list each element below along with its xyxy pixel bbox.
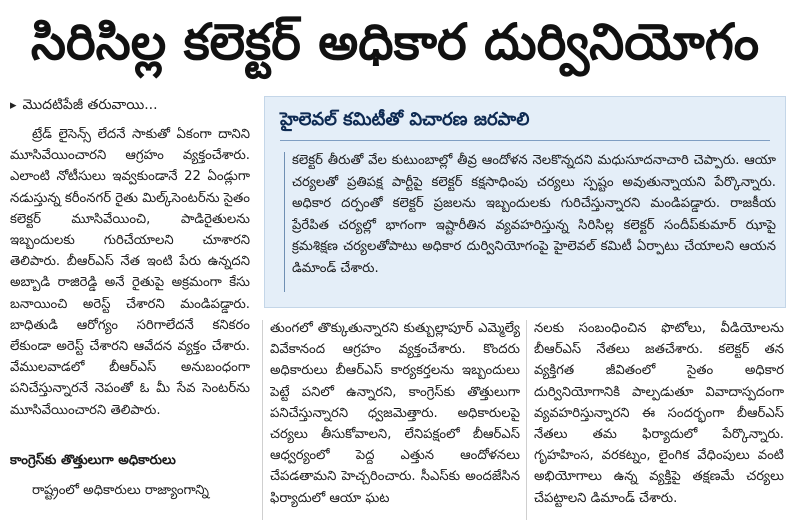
box-title: హైలెవల్ కమిటీతో విచారణ జరపాలి <box>280 109 530 130</box>
article-column-1-continued: రాష్ట్రంలో అధికారులు రాజ్యాంగాన్ని <box>32 483 209 498</box>
paragraph: తుంగలో తొక్కుతున్నారని కుత్బుల్లాపూర్ ఎమ్మెల్యే వివేకానంద ఆగ్రహం వ్యక్తంచేశారు. కొందరు అధికారులు బీఆర్ఎస్ కార్యకర్తలను ఇబ్బందులు పెట్టే పనిలో ఉన్నారని, కాంగ్రెస్‌కు తొత్తులుగా పనిచేస్తున్నారని ధ్వజమెత్తారు. అధికారులపై చర్యలు తీసుకోవాలని, లేనిపక్షంలో బీఆర్ఎస్ ఆధ్వర్యంలో పెద్ద ఎత్తున ఆందోళనలు చేపడతామని హెచ్చరించారు. సీఎస్‌కు అందజేసిన ఫిర్యాదులో ఆయా ఘట <box>270 321 520 506</box>
continuation-label: మొదటిపేజీ తరువాయి... <box>22 97 158 113</box>
box-body: కలెక్టర్ తీరుతో వేల కుటుంబాల్లో తీవ్ర ఆందోళన నెలకొన్నదని మధుసూదనాచారి చెప్పారు. ఆయా చర్యలతో ప్రతిపక్ష పార్టీపై కలెక్టర్ కక్షసాధింపు చర్యలు స్పష్టం అవుతున్నాయని పేర్కొన్నారు. అధికార దర్పంతో కలెక్టర్ ప్రజలను ఇబ్బందులకు గురిచేస్తున్నారని మండిపడ్డారు. రాజకీయ ప్రేరేపిత చర్యల్లో భాగంగా ఇష్టారీతిన వ్యవహరిస్తున్న సిరిసిల్ల కలెక్టర్ సందీప్‌కుమార్ ఝాపై క్రమశిక్షణ చర్యలతోపాటు అధికార దుర్వినియోగంపై హైలెవల్ కమిటీ ఏర్పాటు చేయాలని ఆయన డిమాండ్ చేశారు. <box>292 153 776 276</box>
article-column-3 <box>534 318 784 524</box>
column-divider <box>526 320 527 520</box>
headline: సిరిసిల్ల కలెక్టర్ అధికార దుర్వినియోగం <box>30 13 760 71</box>
continuation-marker <box>10 94 158 116</box>
column-divider <box>262 320 263 520</box>
paragraph: నలకు సంబంధించిన ఫొటోలు, వీడియోలను బీఆర్ఎస్ నేతలు జతచేశారు. కలెక్టర్ తన వ్యక్తిగత జీవితంలో సైతం అధికార దుర్వినియోగానికి పాల్పడుతూ వివాదాస్పదంగా వ్యవహరిస్తున్నారని ఈ సందర్భంగా బీఆర్ఎస్ నేతలు తమ ఫిర్యాదులో పేర్కొన్నారు. గృహహింస, వరకట్నం, లైంగిక వేధింపులు వంటి అభియోగాలు ఉన్న వ్యక్తిపై తక్షణమే చర్యలు చేపట్టాలని డిమాండ్ చేశారు. <box>534 321 784 506</box>
chevron-right-icon: ▸ <box>10 98 17 113</box>
paragraph: ట్రేడ్ లైసెన్స్ లేదనే సాకుతో ఏకంగా దానిని మూసివేయించారని ఆగ్రహం వ్యక్తంచేశారు. ఎలాంటి నోటీసులు ఇవ్వకుండానే 22 ఏండ్లుగా నడుస్తున్న కరీంనగర్ రైతు మిల్క్‌సెంటర్‌ను సైతం కలెక్టర్ మూసివేయించి, పాడిరైతులను ఇబ్బందులకు గురిచేయాలని చూశారని తెలిపారు. బీఆర్ఎస్ నేత ఇంటి పేరు ఉన్నదని అబ్బాడి రాజిరెడ్డి అనే రైతుపై అక్రమంగా కేసు బనాయించి అరెస్ట్ చేశారని మండిపడ్డారు. బాధితుడి ఆరోగ్యం సరిగాలేదనే కనికరం లేకుండా అరెస్ట్ చేశారని ఆవేదన వ్యక్తం చేశారు. వేములవాడలో బీఆర్ఎస్ అనుబంధంగా పనిచేస్తున్నారనే నెపంతో ఓ మీ సేవ సెంటర్‌ను మూసివేయించారని తెలిపారు. <box>10 127 250 418</box>
box-side-rule <box>284 152 285 292</box>
box-title-underline <box>280 140 770 141</box>
article-column-2 <box>270 318 520 524</box>
subheading: కాంగ్రెస్‌కు తొత్తులుగా అధికారులు <box>10 453 176 468</box>
article-column-1 <box>10 124 250 434</box>
